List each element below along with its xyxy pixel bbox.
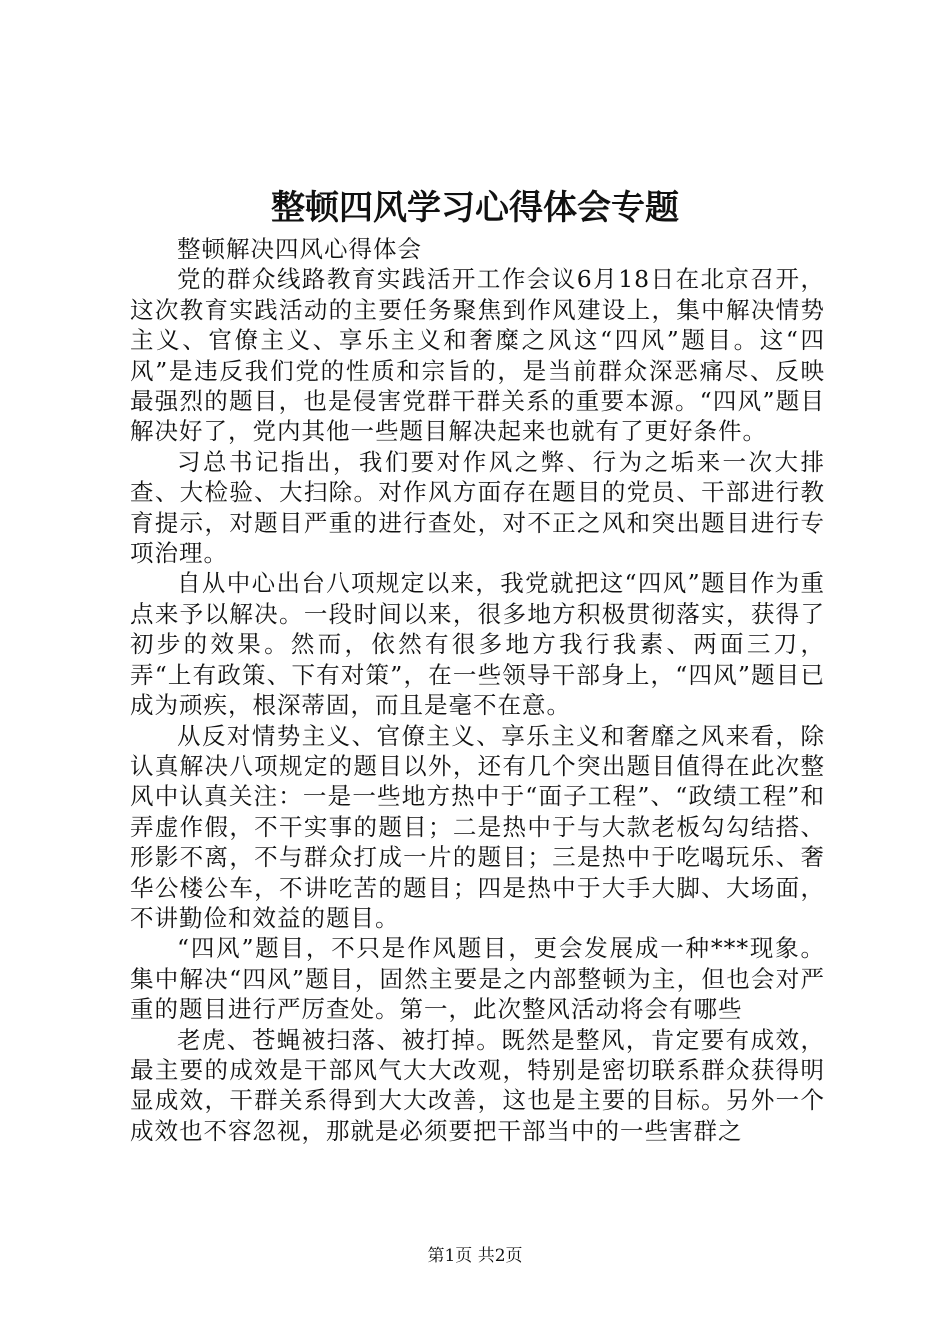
paragraph: 党的群众线路教育实践活开工作会议6月18日在北京召开，这次教育实践活动的主要任务聚焦到作风建设上，集中解决情势主义、官僚主义、享乐主义和奢糜之风这“四风”题目。这“四风”是违反我们党的性质和宗旨的，是当前群众深恶痛尽、反映最强烈的题目，也是侵害党群干群关系的重要本源。“四风”题目解决好了，党内其他一些题目解决起来也就有了更好条件。 — [130, 265, 825, 446]
paragraph: 自从中心出台八项规定以来，我党就把这“四风”题目作为重点来予以解决。一段时间以来，很多地方积极贯彻落实，获得了初步的效果。然而，依然有很多地方我行我素、两面三刀，弄“上有政策、下有对策”，在一些领导干部身上，“四风”题目已成为顽疾，根深蒂固，而且是毫不在意。 — [130, 569, 825, 720]
page-footer: 第1页 共2页 — [427, 1246, 523, 1266]
document-body — [130, 234, 825, 1146]
paragraph: 老虎、苍蝇被扫落、被打掉。既然是整风，肯定要有成效，最主要的成效是干部风气大大改观，特别是密切联系群众获得明显成效，干群关系得到大大改善，这也是主要的目标。另外一个成效也不容忽视，那就是必须要把干部当中的一些害群之 — [130, 1025, 825, 1145]
paragraph: “四风”题目，不只是作风题目，更会发展成一种***现象。集中解决“四风”题目，固然主要是之内部整顿为主，但也会对严重的题目进行严厉查处。第一，此次整风活动将会有哪些 — [130, 934, 825, 1024]
paragraph: 从反对情势主义、官僚主义、享乐主义和奢靡之风来看，除认真解决八项规定的题目以外，还有几个突出题目值得在此次整风中认真关注：一是一些地方热中于“面子工程”、“政绩工程”和弄虚作假，不干实事的题目；二是热中于与大款老板勾勾结搭、形影不离，不与群众打成一片的题目；三是热中于吃喝玩乐、奢华公楼公车，不讲吃苦的题目；四是热中于大手大脚、大场面，不讲勤俭和效益的题目。 — [130, 721, 825, 932]
document-title: 整顿四风学习心得体会专题 — [271, 188, 679, 228]
document-subtitle: 整顿解决四风心得体会 — [177, 235, 422, 263]
paragraph: 习总书记指出，我们要对作风之弊、行为之垢来一次大排查、大检验、大扫除。对作风方面存在题目的党员、干部进行教育提示，对题目严重的进行查处，对不正之风和突出题目进行专项治理。 — [130, 447, 825, 568]
